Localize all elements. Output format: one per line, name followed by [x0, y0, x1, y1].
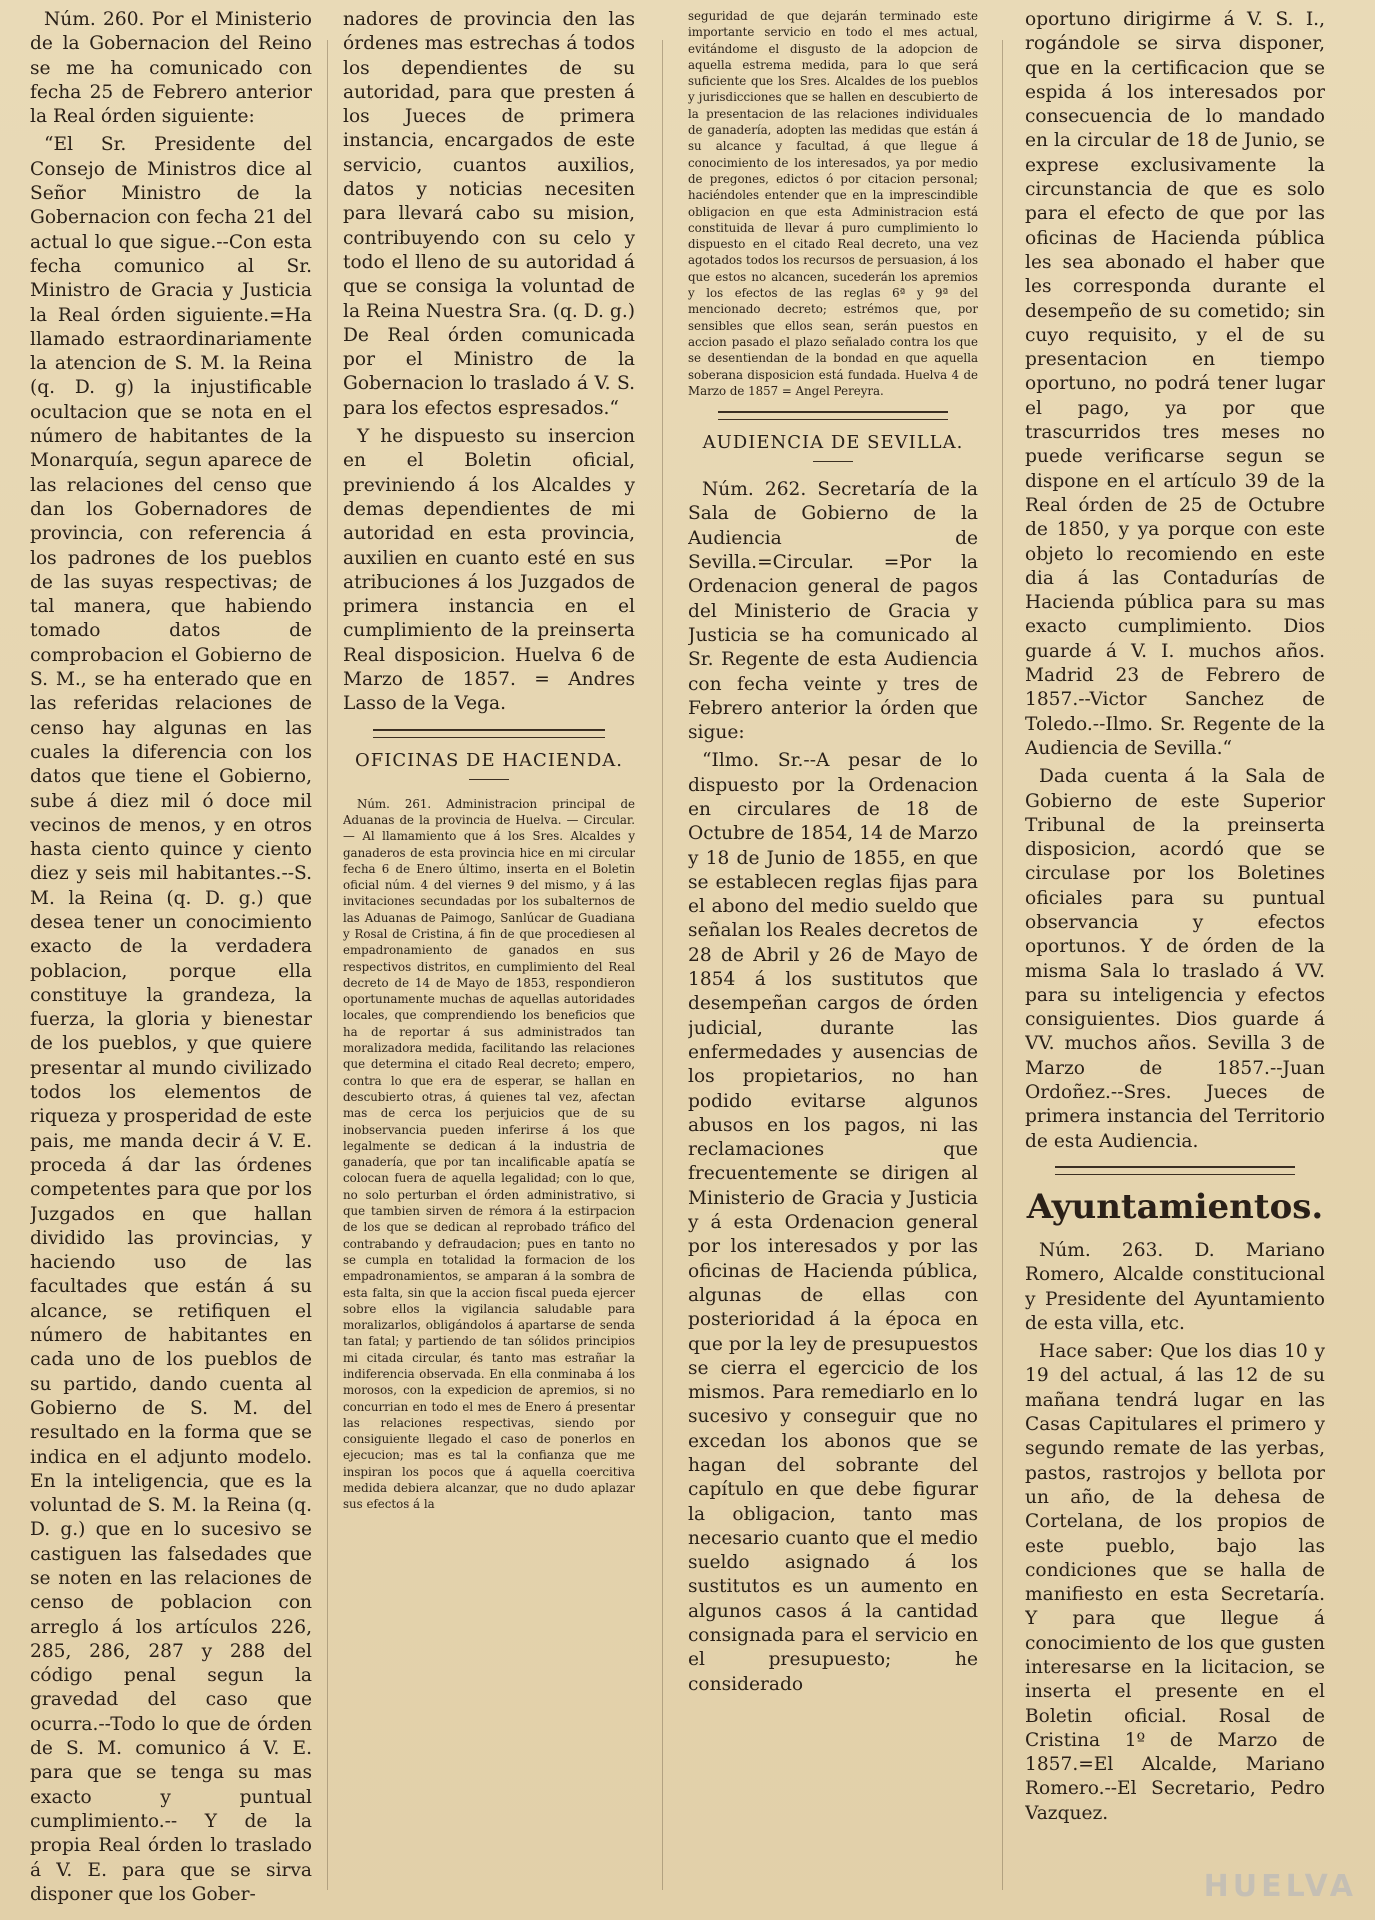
article-260-body: “El Sr. Presidente del Consejo de Ministros dice al Señor Ministro de la Gobernacion con fecha 21 del actual lo que sigue.--Con esta fecha comunico al Sr. Ministro de Gracia y Justicia la Real órden siguiente.=Ha llamado estraordinariamente la atencion de S. M. la Reina (q. D. g) la injustificable ocultacion que se nota en el número de habitantes de la Monarquía, segun aparece de las relaciones del censo que dan los Gobernadores de provincia, con referencia á los padrones de los pueblos de las suyas respectivas; de tal manera, que habiendo tomado datos de comprobacion el Gobierno de S. M., se ha enterado que en las referidas relaciones de censo hay algunas en las cuales la diferencia con los datos que tiene el Gobierno, sube á diez mil ó doce mil vecinos de menos, y en otros hasta ciento quince y ciento diez y seis mil habitantes.--S. M. la Reina (q. D. g.) que desea tener un conocimiento exacto de la verdadera poblacion, porque ella constituye la grandeza, la fuerza, la gloria y bienestar de los pueblos, y que quiere presentar al mundo civilizado todos los elementos de riqueza y prosperidad de este pais, me manda decir á V. E. proceda á dar las órdenes competentes para que por los Juzgados en que hallan dividido las provincias, y haciendo uso de las facultades que están á su alcance, se retifiquen el número de habitantes en cada uno de los pueblos de su partido, dando cuenta al Gobierno de S. M. del resultado en la forma que se indica en el adjunto modelo. En la inteligencia, que es la voluntad de S. M. la Reina (q. D. g.) que en lo sucesivo se castiguen las falsedades que se noten en las relaciones de censo de poblacion con arreglo á los artículos 226, 285, 286, 287 y 288 del código penal segun la gravedad del caso que ocurra.--Todo lo que de órden de S. M. comunico á V. E. para que se tenga su mas exacto y puntual cumplimiento.-- Y de la propia Real órden lo traslado á V. E. para que se sirva disponer que los Gober-	[30, 134, 312, 1905]
archive-watermark: HUELVA	[1203, 1869, 1357, 1904]
article-263-body: Hace saber: Que los dias 10 y 19 del actual, á las 12 de su mañana tendrá lugar en las Casas Capitulares el primero y segundo remate de las yerbas, pastos, rastrojos y bellota por un año, de la dehesa de Cortelana, de los propios de este pueblo, bajo las condiciones que se halla de manifiesto en esta Secretaría. Y para que llegue á conocimiento de los que gusten interesarse en la licitacion, se inserta el presente en el Boletin oficial. Rosal de Cristina 1º de Marzo de 1857.=El Alcalde, Mariano Romero.--El Secretario, Pedro Vazquez.	[1025, 1341, 1325, 1824]
section-divider	[373, 729, 605, 738]
article-261-body: Núm. 261. Administracion principal de Aduanas de la provincia de Huelva. — Circular. — Al llamamiento que á los Sres. Alcaldes y ganaderos de esta provincia hice en mi circular fecha 6 de Enero último, inserta en el Boletin oficial núm. 4 del viernes 9 del mismo, y á las invitaciones secundadas por los subalternos de las Aduanas de Paimogo, Sanlúcar de Guadiana y Rosal de Cristina, á fin de que procediesen al empadronamiento de ganados en sus respectivos distritos, en cumplimiento del Real decreto de 14 de Mayo de 1853, respondieron oportunamente muchas de aquellas autoridades locales, que comprendiendo los beneficios que ha de reportar á sus administrados tan moralizadora medida, facilitando las relaciones que determina el citado Real decreto; empero, contra lo que era de esperar, se hallan en descubierto otras, á quienes tal vez, afectan mas de cerca los perjuicios que de su inobservancia pueden inferirse á los que legalmente se dedican á la industria de ganadería, que por tan incalificable apatía se colocan fuera de aquella legalidad; con lo que, no solo perturban el órden administrativo, si que tambien sirven de rémora á la estirpacion de los que se dedican al reprobado tráfico del contrabando y defraudacion; pues en tanto no se cumpla en totalidad la formacion de los empadronamientos, se amparan á la sombra de esta falta, sin que la accion fiscal pueda ejercer sobre ellos la vigilancia saludable para moralizarlos, obligándolos á apartarse de senda tan fatal; y partiendo de tan sólidos principios mi citada circular, és tanto mas estrañar la indiferencia observada. En ella conminaba á los morosos, con la expedicion de apremios, si no concurrian en todo el mes de Enero á presentar las relaciones respectivas, siendo por consiguiente llegado el caso de ponerlos en ejecucion; mas es tal la confianza que me inspiran los pocos que á aquella coercitiva medida debiera alcanzar, que no dudo aplazar sus efectos á la	[343, 796, 635, 1512]
article-262-body: “Ilmo. Sr.--A pesar de lo dispuesto por la Ordenacion en circulares de 18 de Octubre de 1854, 14 de Marzo y 18 de Junio de 1855, en que se establecen reglas fijas para el abono del medio sueldo que señalan los Reales decretos de 28 de Abril y 26 de Mayo de 1854 á los sustitutos que desempeñan cargos de órden judicial, durante las enfermedades y ausencias de los propietarios, no han podido evitarse algunos abusos en los pagos, ni las reclamaciones que frecuentemente se dirigen al Ministerio de Gracia y Justicia y á esta Ordenacion general por los interesados y por las oficinas de Hacienda pública, algunas de ellas con posterioridad á la época en que por la ley de presupuestos se cierra el egercicio de los mismos. Para remediarlo en lo sucesivo y conseguir que no excedan los abonos que se hagan del sobrante del capítulo en que debe figurar la obligacion, tanto mas necesario cuanto que el medio sueldo asignado á los sustitutos es un aumento en algunos casos á la cantidad consignada para el servicio en el presupuesto; he considerado	[688, 750, 978, 1695]
column-rule	[1002, 40, 1003, 1890]
section-divider	[1055, 1166, 1295, 1175]
article-260-intro: Núm. 260. Por el Ministerio de la Gobernacion del Reino se me ha comunicado con fecha 25 de Febrero anterior la Real órden siguiente:	[30, 9, 312, 128]
column-1	[30, 8, 312, 1911]
article-262-intro: Núm. 262. Secretaría de la Sala de Gobierno de la Audiencia de Sevilla.=Circular. =Por la Ordenacion general de pagos del Ministerio de Gracia y Justicia se ha comunicado al Sr. Regente de esta Audiencia con fecha veinte y tres de Febrero anterior la órden que sigue:	[688, 479, 978, 744]
section-divider	[718, 411, 948, 420]
article-260-continued: nadores de provincia den las órdenes mas estrechas á todos los dependientes de su autoridad, para que presten á los Jueces de primera instancia, encargados de este servicio, cuantos auxilios, datos y noticias necesiten para llevará cabo su mision, contribuyendo con su celo y todo el lleno de su autoridad á que se consiga la voluntad de la Reina Nuestra Sra. (q. D. g.) De Real órden comunicada por el Ministro de la Gobernacion lo traslado á V. S. para los efectos espresados.“	[343, 9, 635, 419]
article-263-intro: Núm. 263. D. Mariano Romero, Alcalde constitucional y Presidente del Ayuntamiento de esta villa, etc.	[1025, 1239, 1325, 1334]
article-260-closing: Y he dispuesto su insercion en el Boletin oficial, previniendo á los Alcaldes y demas dependientes de mi autoridad en esta provincia, auxilien en cuanto esté en sus atribuciones á los Juzgados de primera instancia en el cumplimiento de la preinserta Real disposicion. Huelva 6 de Marzo de 1857. = Andres Lasso de la Vega.	[343, 426, 635, 715]
column-4	[1025, 8, 1325, 1830]
column-rule	[662, 40, 663, 1890]
article-262-continued: oportuno dirigirme á V. S. I., rogándole se sirva disponer, que en la certificacion que se espida á los interesados por consecuencia de lo mandado en la circular de 18 de Junio, se exprese exclusivamente la circunstancia de que es solo para el efecto de que por las oficinas de Hacienda pública les sea abonado el haber que les corresponda durante el desempeño de su cometido; sin cuyo requisito, y el de su presentacion en tiempo oportuno, no podrá tener lugar el pago, ya por que trascurridos tres meses no puede verificarse segun se dispone en el artículo 39 de la Real órden de 25 de Octubre de 1850, y ya porque con este objeto lo recomiendo en este dia á las Contadurías de Hacienda pública para su mas exacto cumplimiento. Dios guarde á V. I. muchos años. Madrid 23 de Febrero de 1857.--Victor Sanchez de Toledo.--Ilmo. Sr. Regente de la Audiencia de Sevilla.“	[1025, 9, 1325, 759]
column-rule	[327, 40, 328, 1890]
article-262-closing: Dada cuenta á la Sala de Gobierno de este Superior Tribunal de la preinserta disposicion, acordó que se circulase por los Boletines oficiales para su puntual observancia y efectos oportunos. Y de órden de la misma Sala lo traslado á VV. para su inteligencia y efectos consiguientes. Dios guarde á VV. muchos años. Sevilla 3 de Marzo de 1857.--Juan Ordoñez.--Sres. Jueces de primera instancia del Territorio de esta Audiencia.	[1025, 766, 1325, 1152]
column-2	[343, 8, 635, 1517]
article-261-continued: seguridad de que dejarán terminado este importante servicio en todo el mes actual, evitándome el disgusto de la adopcion de aquella estrema medida, para lo que será suficiente que los Sres. Alcaldes de los pueblos y jurisdicciones que se hallen en descubierto de la presentacion de las relaciones individuales de ganadería, adopten las medidas que están á su alcance y facultad, á que llegue á conocimiento de los interesados, ya por medio de pregones, edictos ó por citacion personal; haciéndoles entender que en la imprescindible obligacion en que esta Administracion está constituida de llevar á puro cumplimiento lo dispuesto en el citado Real decreto, una vez agotados todos los recursos de persuasion, á los que estos no alcancen, sucederán los apremios y los efectos de las reglas 6ª y 9ª del mencionado decreto; estrémos que, por sensibles que ellos sean, serán puestos en accion pasado el plazo señalado contra los que se desentiendan de la bondad en que aquella soberana disposicion está fundada. Huelva 4 de Marzo de 1857 = Angel Pereyra.	[688, 9, 978, 398]
section-heading-ayuntamientos: Ayuntamientos.	[1026, 1186, 1324, 1227]
column-3	[688, 8, 978, 1701]
heading-underline	[813, 461, 853, 462]
section-heading-hacienda: OFICINAS DE HACIENDA.	[355, 749, 623, 771]
heading-underline	[469, 779, 509, 780]
section-heading-audiencia: AUDIENCIA DE SEVILLA.	[702, 432, 964, 454]
